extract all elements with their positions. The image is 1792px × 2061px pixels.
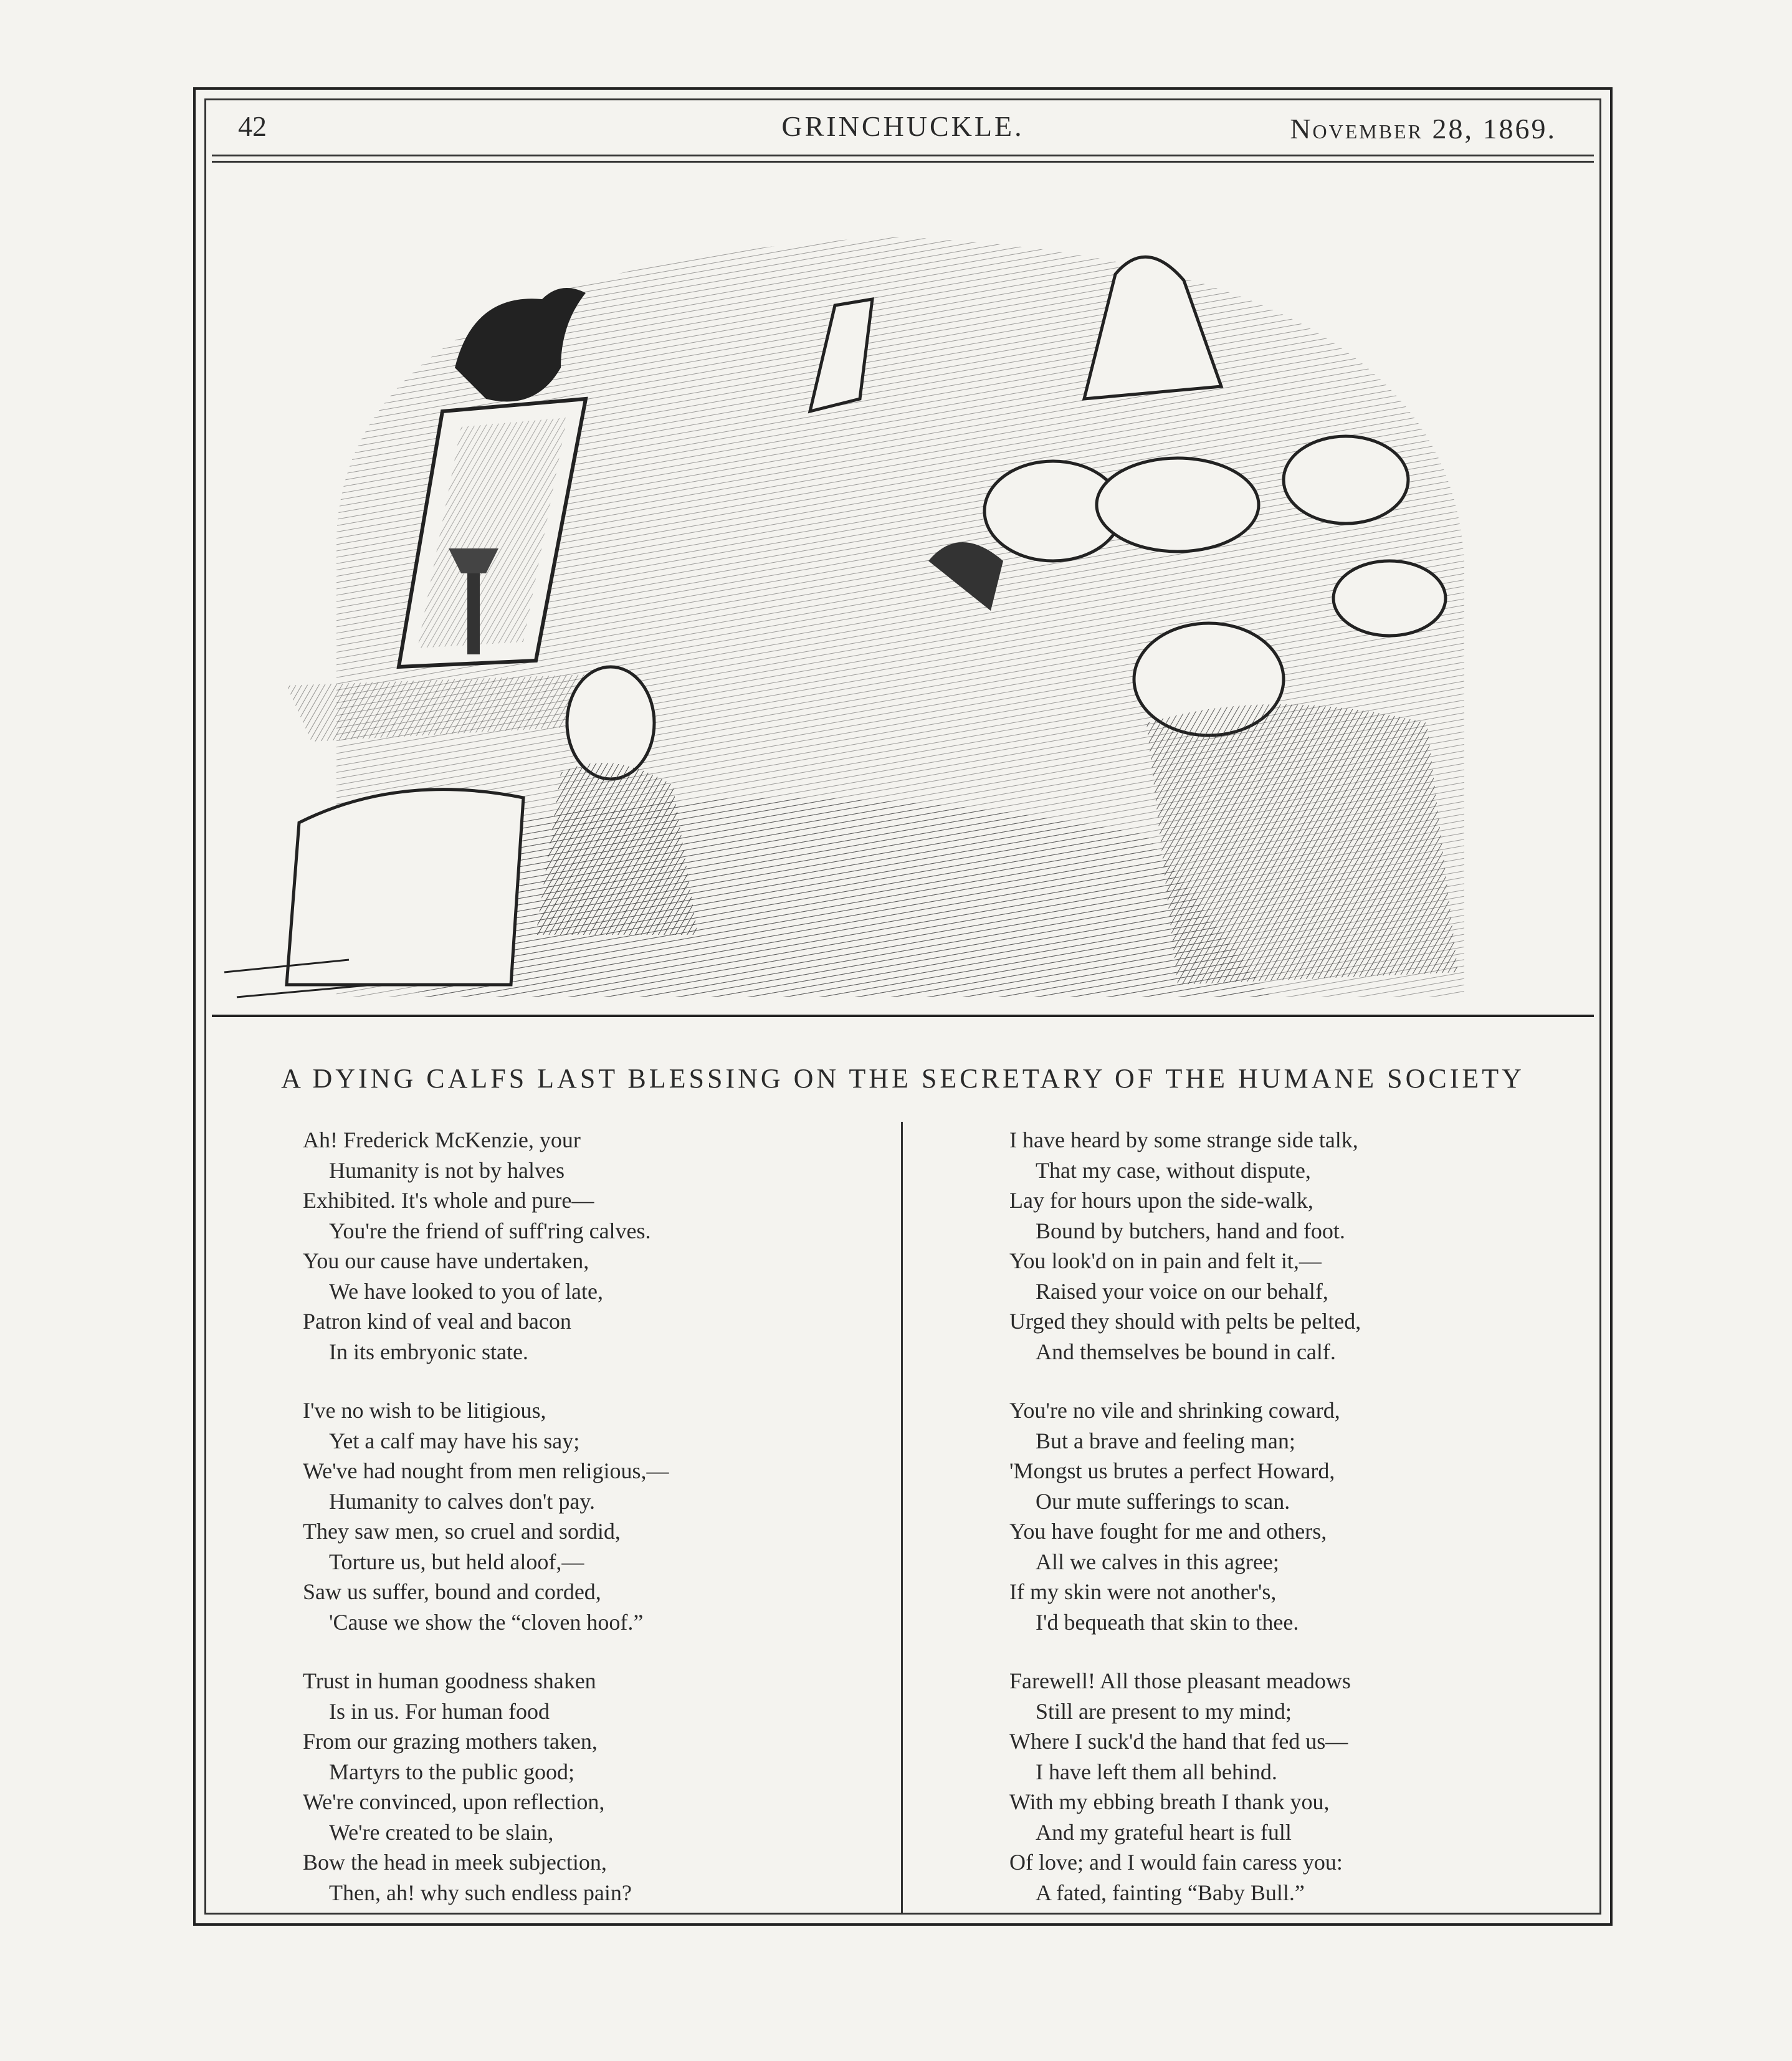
stanza [303, 1395, 876, 1637]
stanza [303, 1666, 876, 1908]
poem-line: You have fought for me and others, [1009, 1519, 1327, 1544]
poem-line: Patron kind of veal and bacon [303, 1309, 571, 1334]
poem-line: Of love; and I would fain caress you: [1009, 1850, 1343, 1875]
stanza [1009, 1395, 1570, 1637]
poem-line: Yet a calf may have his say; [329, 1428, 580, 1453]
poem-line: Torture us, but held aloof,— [329, 1549, 584, 1574]
stanza [303, 1125, 876, 1367]
poem-line: You look'd on in pain and felt it,— [1009, 1248, 1322, 1273]
poem-line: Is in us. For human food [329, 1698, 550, 1724]
poem-line: Trust in human goodness shaken [303, 1668, 596, 1693]
poem-line: Still are present to my mind; [1036, 1698, 1292, 1724]
column-divider [901, 1122, 903, 1913]
poem-line: They saw men, so cruel and sordid, [303, 1519, 621, 1544]
poem-column-left [303, 1125, 876, 1936]
stanza [1009, 1125, 1570, 1367]
poem-line: That my case, without dispute, [1036, 1157, 1311, 1183]
poem-line: Bow the head in meek subjection, [303, 1850, 607, 1875]
poem-line: We have looked to you of late, [329, 1278, 603, 1304]
poem-line: All we calves in this agree; [1036, 1549, 1279, 1574]
poem-line: We're convinced, upon reflection, [303, 1789, 605, 1814]
poem-line: But a brave and feeling man; [1036, 1428, 1295, 1453]
issue-date: November 28, 1869. [1290, 113, 1556, 145]
poem-line: And my grateful heart is full [1036, 1819, 1292, 1845]
poem-line: I've no wish to be litigious, [303, 1398, 546, 1423]
poem-line: Bound by butchers, hand and foot. [1036, 1218, 1345, 1243]
poem-line: With my ebbing breath I thank you, [1009, 1789, 1330, 1814]
poem-line: Urged they should with pelts be pelted, [1009, 1309, 1361, 1334]
poem-line: 'Mongst us brutes a perfect Howard, [1009, 1458, 1335, 1483]
poem-line: A fated, fainting “Baby Bull.” [1036, 1880, 1305, 1905]
poem-line: You're the friend of suff'ring calves. [329, 1218, 651, 1243]
engraving-bedroom-with-animals-icon [212, 212, 1594, 1041]
poem-line: We've had nought from men religious,— [303, 1458, 669, 1483]
poem-line: And themselves be bound in calf. [1036, 1339, 1336, 1364]
poem-line: Raised your voice on our behalf, [1036, 1278, 1328, 1304]
poem-line: Exhibited. It's whole and pure— [303, 1188, 594, 1213]
publication-title: GRINCHUCKLE. [781, 110, 1024, 142]
header-rule-top [212, 155, 1594, 156]
poem-line: In its embryonic state. [329, 1339, 528, 1364]
poem-line: Humanity is not by halves [329, 1157, 565, 1183]
engraving-illustration [212, 212, 1594, 1041]
poem-line: Lay for hours upon the side-walk, [1009, 1188, 1313, 1213]
poem-line: If my skin were not another's, [1009, 1579, 1277, 1604]
header-rule-bottom [212, 161, 1594, 163]
poem-line: Saw us suffer, bound and corded, [303, 1579, 601, 1604]
poem-line: I have heard by some strange side talk, [1009, 1127, 1358, 1152]
poem-line: Where I suck'd the hand that fed us— [1009, 1729, 1348, 1754]
poem-line: Farewell! All those pleasant meadows [1009, 1668, 1351, 1693]
poem-line: I'd bequeath that skin to thee. [1036, 1609, 1299, 1635]
poem-line: Then, ah! why such endless pain? [329, 1880, 632, 1905]
poem-line: 'Cause we show the “cloven hoof.” [329, 1609, 644, 1635]
poem-line: From our grazing mothers taken, [303, 1729, 598, 1754]
poem-line: We're created to be slain, [329, 1819, 554, 1845]
poem-line: Humanity to calves don't pay. [329, 1488, 596, 1514]
poem-line: You're no vile and shrinking coward, [1009, 1398, 1340, 1423]
poem-line: You our cause have undertaken, [303, 1248, 589, 1273]
poem-column-right [1009, 1125, 1570, 1936]
page-number: 42 [238, 110, 267, 142]
stanza [1009, 1666, 1570, 1908]
poem-line: Martyrs to the public good; [329, 1759, 574, 1784]
illustration-caption: A DYING CALFS LAST BLESSING ON THE SECRETARY OF THE HUMANE SOCIETY [281, 1063, 1525, 1094]
poem-line: Our mute sufferings to scan. [1036, 1488, 1290, 1514]
poem-line: Ah! Frederick McKenzie, your [303, 1127, 581, 1152]
page-header [212, 106, 1594, 151]
poem-line: I have left them all behind. [1036, 1759, 1277, 1784]
